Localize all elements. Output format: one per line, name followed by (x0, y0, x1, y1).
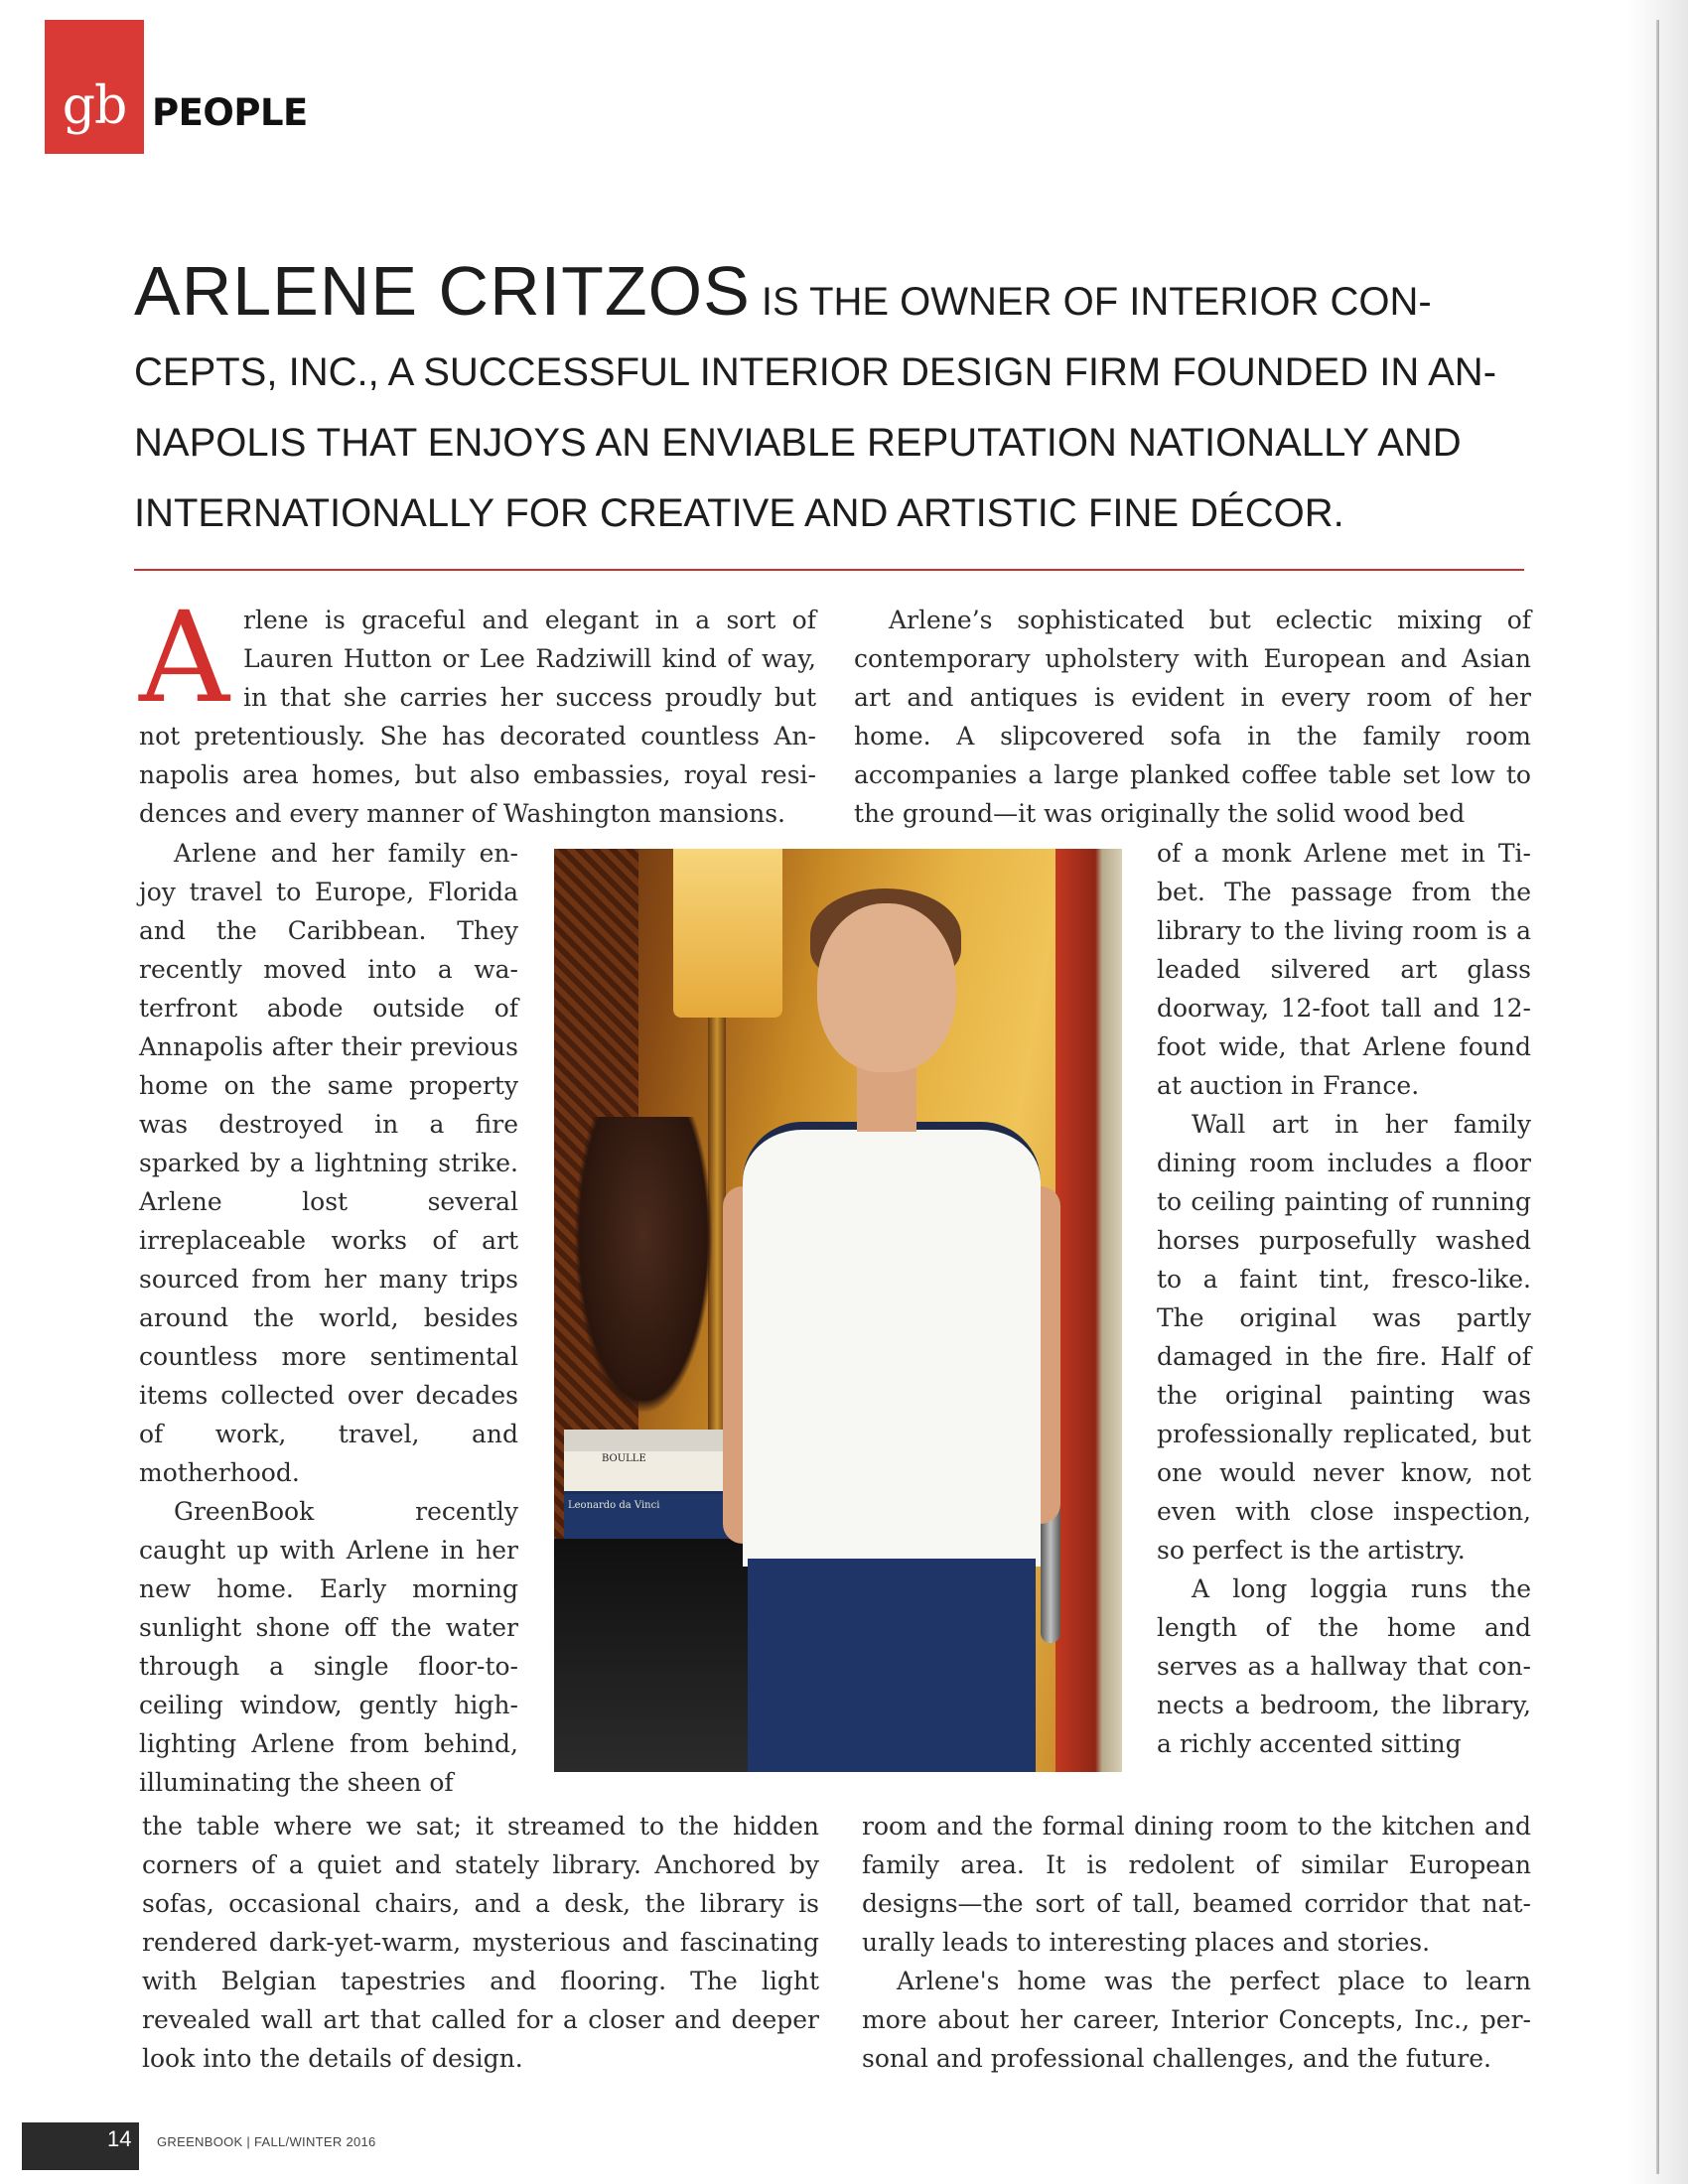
article-paragraph: Arlene's home was the perfect place to learn more about her career, Interior Concepts, Inc., personal and professional challenges, and the future. (862, 1967, 1531, 2073)
article-column-right-bottom (862, 1807, 1531, 2078)
photo-bronze-statue (574, 1117, 713, 1415)
page-edge (1656, 20, 1659, 2174)
headline-name: ARLENE CRITZOS (134, 252, 751, 330)
article-column-right-top (854, 601, 1531, 833)
photo-lamp-shade (673, 849, 782, 1018)
article-paragraph: room and the formal dining room to the kitchen and family area. It is redolent of similar European designs—the sort of tall, beamed corridor that naturally leads to interesting places and stories. (862, 1812, 1531, 1957)
article-paragraph: Arlene’s sophisticated but eclectic mixing of contemporary upholstery with European and Asian art and antiques is evident in every room of her home. A slipcovered sofa in the family room accompanies a large planked coffee table set low to the ground—it was originally the solid wood bed (854, 606, 1531, 828)
photo-person-face (817, 903, 956, 1072)
article-column-left-bottom (142, 1807, 819, 2078)
article-column-right-narrow (1157, 834, 1531, 1763)
article-paragraph: of a monk Arlene met in Tibet. The passage from the library to the living room is a leaded silvered art glass doorway, 12-foot tall and 12-foot wide, that Arlene found at auction in France. (1157, 839, 1531, 1100)
photo-table (554, 1539, 753, 1772)
article-paragraph: Wall art in her family dining room includes a floor to ceiling painting of running horses purposefully washed to a faint tint, fresco-like. The original was partly damaged in the fire. Half of the original painting was professionally replicated, but one would never know, not even with close inspection, so perfect is the artistry. (1157, 1110, 1531, 1565)
article-paragraph: GreenBook recently caught up with Arlene in her new home. Early morning sunlight shone off the water through a single floor-to-ceiling window, gently highlighting Arlene from behind, illuminating the sheen of (139, 1497, 518, 1797)
photo-doorway (1055, 849, 1122, 1772)
article-paragraph: Arlene and her family enjoy travel to Europe, Florida and the Caribbean. They recently moved into a waterfront abode outside of Annapolis after their previous home on the same property was destroyed in a fire sparked by a lightning strike. Arlene lost several irreplaceable works of art sourced from her many trips around the world, besides countless more sentimental items collected over decades of work, travel, and motherhood. (139, 839, 518, 1487)
article-paragraph: A long loggia runs the length of the home and serves as a hallway that connects a bedroom, the library, a richly accented sitting (1157, 1574, 1531, 1758)
photo-person-pants (748, 1559, 1036, 1772)
article-column-left-narrow (139, 834, 518, 1802)
book-label: BOULLE (602, 1453, 646, 1464)
article-paragraph: the table where we sat; it streamed to the hidden corners of a quiet and stately library. Anchored by sofas, occasional chairs, and a desk, the library is rendered dark-yet-warm, mysterious and fascinating with Belgian tapestries and flooring. The light revealed wall art that called for a closer and deeper look into the details of design. (142, 1812, 819, 2073)
article-column-left-top (139, 585, 816, 833)
headline-rule (134, 569, 1524, 571)
photo-person-top (743, 1122, 1041, 1567)
drop-cap: A (139, 585, 229, 731)
headline (134, 252, 1524, 549)
book-label: Leonardo da Vinci (568, 1500, 660, 1511)
headline-text: IS THE OWNER OF INTERIOR CONCEPTS, INC., A SUCCESSFUL INTERIOR DESIGN FIRM FOUNDED IN ANNAPOLIS THAT ENJOYS AN ENVIABLE REPUTATION NATIONALLY AND INTERNATIONALLY FOR CREATIVE AND ARTISTIC FINE DÉCOR. (134, 280, 1497, 535)
gb-logo (45, 20, 144, 154)
article-paragraph: rlene is graceful and elegant in a sort of Lauren Hutton or Lee Radziwill kind of way, in that she carries her success proudly but not pretentiously. She has decorated countless Annapolis area homes, but also embassies, royal residences and every manner of Washington mansions. (139, 606, 816, 828)
section-label: PEOPLE (152, 91, 308, 134)
logo-text: gb (62, 76, 127, 136)
footer-publication: GREENBOOK | FALL/WINTER 2016 (157, 2134, 376, 2149)
page-number: 14 (107, 2126, 132, 2151)
photo-person-neck (857, 1062, 916, 1132)
portrait-photo (554, 849, 1122, 1772)
